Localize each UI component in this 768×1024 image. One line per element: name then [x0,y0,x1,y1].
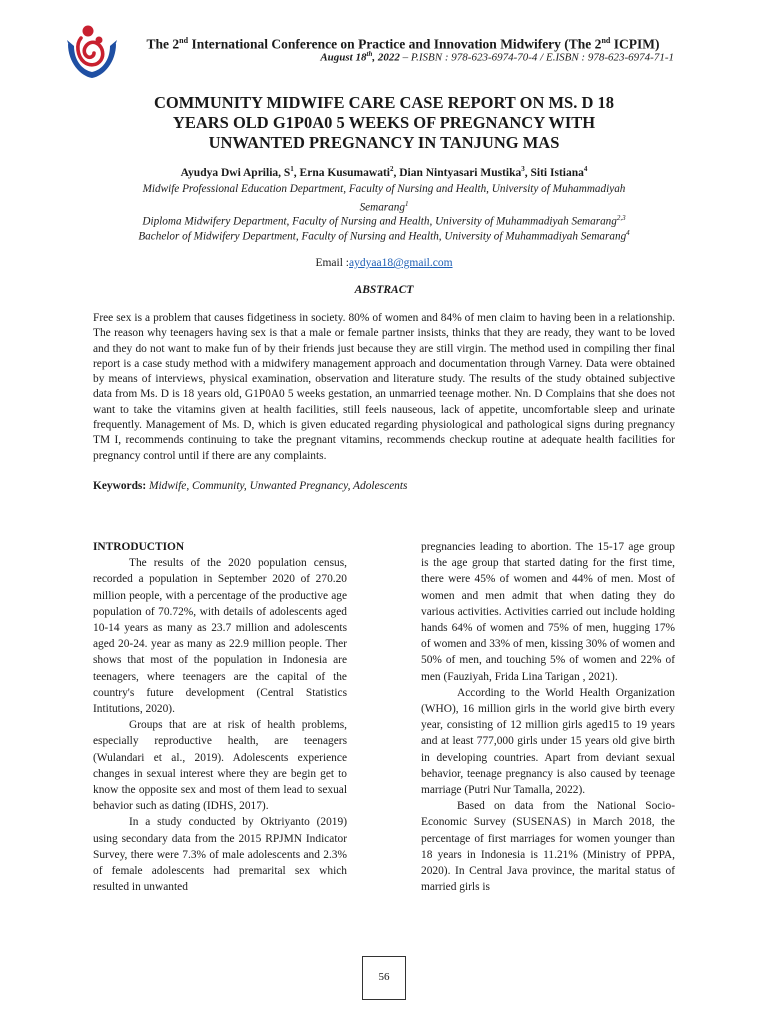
affiliation-3: Bachelor of Midwifery Department, Faculty of Nursing and Health, University of Muhammadiyah Semarang$^4$ [138,229,630,243]
right-column [421,539,675,895]
paper-title-line: COMMUNITY MIDWIFE CARE CASE REPORT ON MS. D 18 [153,93,615,112]
paragraph: Groups that are at risk of health problems, especially reproductive health, are teenagers (Wulandari et al., 2019). Adolescents experience changes in sexual interest where they are begin get to know the opposite sex and most of them lead to sexual behavior such as dating (IDHS, 2017). [93,719,347,813]
conference-title: The 2nd International Conference on Practice and Innovation Midwifery (The 2nd ICPIM) [146,36,660,52]
paper-title [100,93,668,153]
paper-title-line: YEARS OLD G1P0A0 5 WEEKS OF PREGNANCY WITH [172,113,596,132]
section-heading: INTRODUCTION [93,541,185,553]
author-list: Ayudya Dwi Aprilia, $S^1$, Erna Kusumawati$^2$, Dian Nintyasari Mustika$^3$, Siti Istiana$^4$ [180,165,588,179]
paragraph: According to the World Health Organization (WHO), 16 million girls in the world give birth every year, consisting of 12 million girls aged15 to 19 years and at least 777,000 girls under 15 years old give birth in developing countries. Apart from deviant sexual behavior, teenage pregnancy is also caused by teenage marriage (Putri Nur Tamalla, 2022). [421,686,675,797]
paragraph: In a study conducted by Oktriyanto (2019) using secondary data from the 2015 RPJMN Indicator Survey, there were 7.3% of male adolescents and 2.3% of female adolescents had premarital sex which resulted in unwanted [93,816,347,894]
paragraph: Based on data from the National Socio-Economic Survey (SUSENAS) in March 2018, the percentage of first marriages for women younger than 18 years in Indonesia is 11.21% (Ministry of PPPA, 2020). In Central Java province, the marital status of married girls is [421,800,675,894]
paragraph: pregnancies leading to abortion. The 15-17 age group is the age group that started dating for the first time, there were 45% of women and 44% of men. Most of women and men admit that when dating they do various activities. Activities carried out include holding hands 64% of women and 75% of men, hugging 17% of women and 33% of men, kissing 30% of women and 50% of men, and touching 5% of women and 22% of men (Fauziyah, Frida Lina Tarigan , 2021). [421,541,675,683]
affiliation-2: Diploma Midwifery Department, Faculty of Nursing and Health, University of Muhammadiyah Semarang$^{2,3}$ [142,214,626,228]
paper-title-line: UNWANTED PREGNANCY IN TANJUNG MAS [208,133,560,152]
affiliation-1: Midwife Professional Education Department, Faculty of Nursing and Health, University of Muhammadiyah Semarang$^1$ [142,183,626,214]
abstract-heading: ABSTRACT [354,284,414,296]
email-line: Email :aydyaa18@gmail.com [315,257,453,269]
page-number: 56 [362,956,406,1000]
left-column [93,539,347,895]
paragraph: The results of the 2020 population census, recorded a population in September 2020 of 270.20 million people, with a percentage of the productive age population of 70.72%, with details of adolescents aged 10-14 years as many as 23.7 million and adolescents aged 20-24. year as many as 22.9 million people. Ther shows that most of the population in Indonesia are teenagers, where teenagers are the capital of the country's future development (Central Statistics Intitutions, 2020). [93,557,347,716]
email-link[interactable]: aydyaa18@gmail.com [349,257,453,269]
abstract-text: Free sex is a problem that causes fidgetiness in society. 80% of women and 84% of men claim to having been in a relationship. The reason why teenagers having sex is that a male or female partner insists, thinks that they are ready, they want to be loved and they do not want to make fun of by their friends just because they are still virgin. The method used in compiling ther final report is a case study method with a midwifery management approach and documentation through Varney. Data were obtained by means of interviews, physical examination, observation and literature study. The results of the study obtained subjective data from Ms. D is 18 years old, G1P0A0 5 weeks gestation, an unmarried teenage mother. Nn. D Complains that she does not want to take the vitamins given at health facilities, still feels nauseous, lack of appetite, uncomfortable sleep and urinate frequently. Management of Ms. D, which is given educated regarding physiological and pathological signs during pregnancy TM I, recommends continuing to take the pregnant vitamins, recommends checkup routine at adequate health facilities for pregnancy control until if there are any complaints. [93,312,675,462]
conference-logo [64,22,120,80]
conference-date-isbn: August 18th, 2022 – P.ISBN : 978-623-6974-70-4 / E.ISBN : 978-623-6974-71-1 [320,50,674,64]
keywords: Keywords: Midwife, Community, Unwanted Pregnancy, Adolescents [93,480,408,492]
